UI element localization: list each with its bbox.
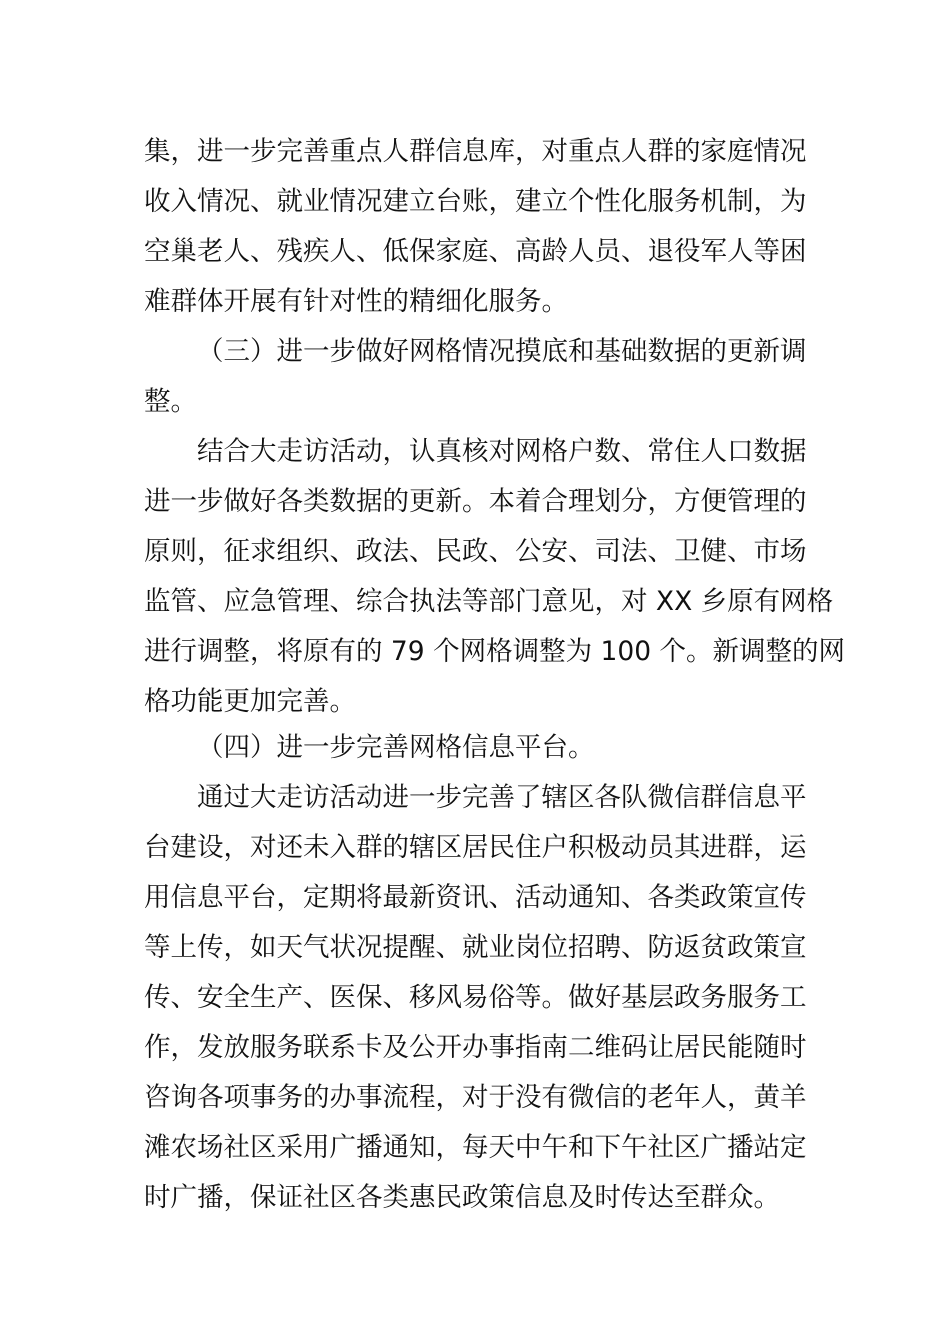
text-line: 收入情况、就业情况建立台账，建立个性化服务机制，为: [144, 186, 807, 217]
text-line: 时广播，保证社区各类惠民政策信息及时传达至群众。: [144, 1182, 780, 1213]
section-heading-continuation: 整。: [144, 386, 197, 417]
text-line: 空巢老人、残疾人、低保家庭、高龄人员、退役军人等困: [144, 236, 807, 267]
text-line: 作，发放服务联系卡及公开办事指南二维码让居民能随时: [144, 1032, 807, 1063]
text-line: 咨询各项事务的办事流程，对于没有微信的老年人，黄羊: [144, 1082, 807, 1113]
section-heading: （三）进一步做好网格情况摸底和基础数据的更新调: [197, 336, 807, 367]
text-line: 格功能更加完善。: [144, 686, 356, 717]
text-line: 难群体开展有针对性的精细化服务。: [144, 286, 568, 317]
text-line: 台建设，对还未入群的辖区居民住户积极动员其进群，运: [144, 832, 807, 863]
text-line: 进行调整，将原有的 79 个网格调整为 100 个。新调整的网: [144, 636, 845, 667]
text-line: 集，进一步完善重点人群信息库，对重点人群的家庭情况: [144, 136, 807, 167]
text-line: 进一步做好各类数据的更新。本着合理划分，方便管理的: [144, 486, 807, 517]
text-line: 滩农场社区采用广播通知，每天中午和下午社区广播站定: [144, 1132, 807, 1163]
text-line: 监管、应急管理、综合执法等部门意见，对 XX 乡原有网格: [144, 586, 834, 617]
section-heading: （四）进一步完善网格信息平台。: [197, 732, 595, 763]
text-line: 等上传，如天气状况提醒、就业岗位招聘、防返贫政策宣: [144, 932, 807, 963]
text-line: 通过大走访活动进一步完善了辖区各队微信群信息平: [197, 782, 807, 813]
text-line: 原则，征求组织、政法、民政、公安、司法、卫健、市场: [144, 536, 807, 567]
text-line: 传、安全生产、医保、移风易俗等。做好基层政务服务工: [144, 982, 807, 1013]
text-line: 用信息平台，定期将最新资讯、活动通知、各类政策宣传: [144, 882, 807, 913]
text-line: 结合大走访活动，认真核对网格户数、常住人口数据: [197, 436, 807, 467]
